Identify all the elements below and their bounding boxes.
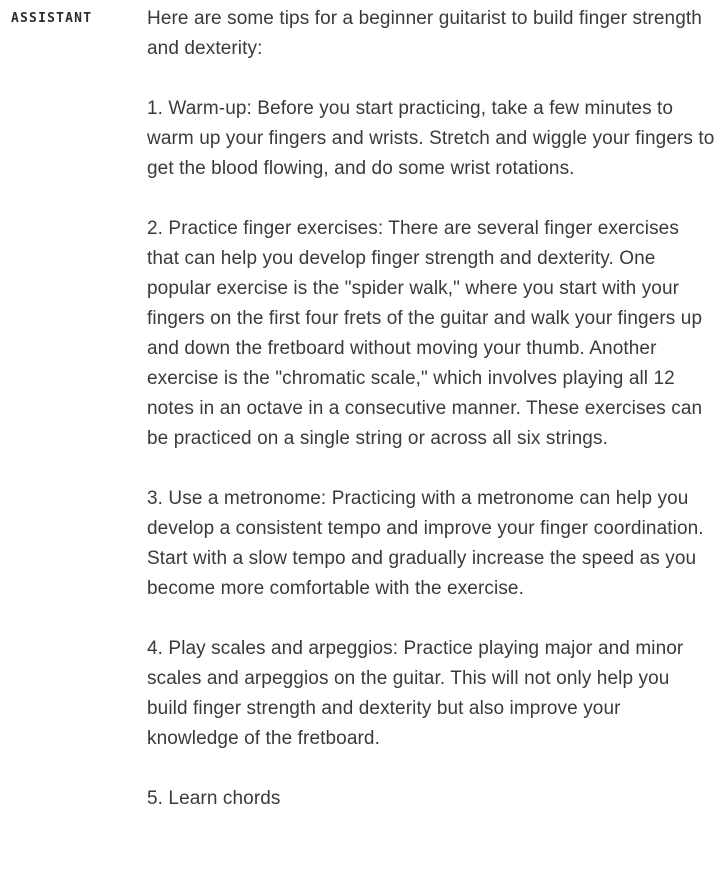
- tip-metronome: 3. Use a metronome: Practicing with a metronome can help you develop a consistent tempo and improve your finger coordination. Start with a slow tempo and gradually increase the speed as you become more comfortable with the exercise.: [147, 488, 704, 599]
- role-label: ASSISTANT: [11, 11, 93, 26]
- tip-warm-up: 1. Warm-up: Before you start practicing, take a few minutes to warm up your fingers and wrists. Stretch and wiggle your fingers to get the blood flowing, and do some wrist rotations.: [147, 98, 715, 179]
- tip-scales-arpeggios: 4. Play scales and arpeggios: Practice playing major and minor scales and arpeggios on the guitar. This will not only help you build finger strength and dexterity but also improve your knowledge of the fretboard.: [147, 638, 684, 749]
- tip-learn-chords: 5. Learn chords: [147, 788, 281, 809]
- message-body: [147, 4, 715, 844]
- tip-finger-exercises: 2. Practice finger exercises: There are several finger exercises that can help you develop finger strength and dexterity. One popular exercise is the "spider walk," where you start with your fingers on the first four frets of the guitar and walk your fingers up and down the fretboard without moving your thumb. Another exercise is the "chromatic scale," which involves playing all 12 notes in an octave in a consecutive manner. These exercises can be practiced on a single string or across all six strings.: [147, 218, 703, 449]
- intro-paragraph: Here are some tips for a beginner guitarist to build finger strength and dexterity:: [147, 8, 702, 59]
